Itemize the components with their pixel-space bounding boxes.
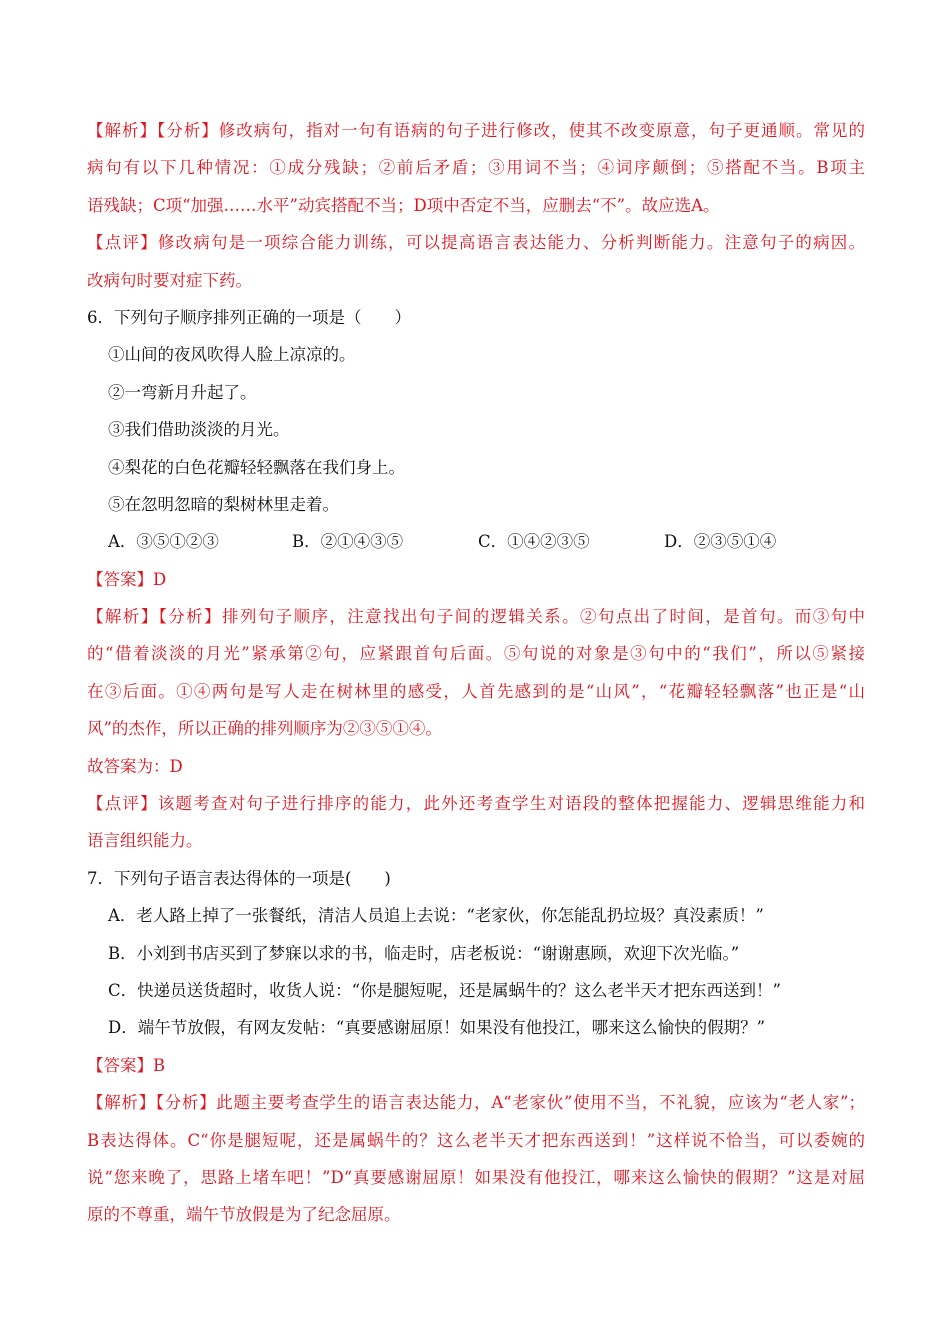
option-c: C．快递员送货超时，收货人说：“你是腿短呢，还是属蜗牛的？这么老半天才把东西送到！” — [108, 980, 781, 1000]
explanation-line: 病句有以下几种情况：①成分残缺；②前后矛盾；③用词不当；④词序颠倒；⑤搭配不当。B项主 — [87, 158, 865, 178]
question-7 — [87, 860, 865, 1234]
answer-label: 【答案】B — [87, 1055, 166, 1075]
option-d: D．端午节放假，有网友发帖：“真要感谢屈原！如果没有他投江，哪来这么愉快的假期？” — [108, 1018, 766, 1038]
explanation-line: 【解析】【分析】排列句子顺序，注意找出句子间的逻辑关系。②句点出了时间，是首句。而③句中 — [87, 607, 865, 627]
explanation-line: 说“您来晚了，思路上堵车吧！”D“真要感谢屈原！如果没有他投江，哪来这么愉快的假期？”这是对屈 — [87, 1167, 865, 1187]
option-d: D．②③⑤①④ — [664, 532, 777, 552]
answer-options — [87, 523, 865, 560]
conclusion-line: 故答案为：D — [87, 756, 183, 776]
q5-explanation — [87, 112, 865, 224]
explanation-line: 原的不尊重，端午节放假是为了纪念屈原。 — [87, 1205, 401, 1225]
explanation-line: 【解析】【分析】此题主要考查学生的语言表达能力，A“老家伙”使用不当，不礼貌，应该为“老人家”； — [87, 1093, 865, 1113]
explanation-line: 语残缺；C项“加强……水平”动宾搭配不当；D项中否定不当，应删去“不”。故应选A。 — [87, 195, 720, 215]
answer-label: 【答案】D — [87, 569, 167, 589]
explanation-line: 风”的杰作，所以正确的排列顺序为②③⑤①④。 — [87, 719, 442, 739]
comment-line: 【点评】修改病句是一项综合能力训练，可以提高语言表达能力、分析判断能力。注意句子的病因。 — [87, 233, 865, 253]
option-b: B．②①④③⑤ — [292, 532, 404, 552]
comment-line: 【点评】该题考查对句子进行排序的能力，此外还考查学生对语段的整体把握能力、逻辑思维能力和 — [87, 794, 865, 814]
explanation-line: 在③后面。①④两句是写人走在树林里的感受，人首先感到的是“山风”，“花瓣轻轻飘落”也正是“山 — [87, 681, 865, 701]
question-stem: 6．下列句子顺序排列正确的一项是（ ） — [87, 307, 411, 327]
sentence-item: ②一弯新月升起了。 — [108, 382, 257, 402]
question-stem: 7．下列句子语言表达得体的一项是( ) — [87, 868, 391, 888]
q5-comment — [87, 224, 865, 299]
sentence-item: ③我们借助淡淡的月光。 — [108, 420, 290, 440]
comment-line: 改病句时要对症下药。 — [87, 270, 252, 290]
option-c: C．①④②③⑤ — [478, 532, 590, 552]
comment-line: 语言组织能力。 — [87, 831, 203, 851]
explanation-line: 的“借着淡淡的月光”紧承第②句，应紧跟首句后面。⑤句说的对象是③句中的“我们”，所以⑤紧接 — [87, 644, 865, 664]
option-a: A．③⑤①②③ — [108, 532, 219, 552]
sentence-item: ⑤在忽明忽暗的梨树林里走着。 — [108, 494, 339, 514]
explanation-line: B表达得体。C“你是腿短呢，还是属蜗牛的？这么老半天才把东西送到！”这样说不恰当，可以委婉的 — [87, 1130, 865, 1150]
option-a: A．老人路上掉了一张餐纸，清洁人员追上去说：“老家伙，你怎能乱扔垃圾？真没素质！” — [108, 906, 764, 926]
sentence-item: ①山间的夜风吹得人脸上凉凉的。 — [108, 345, 356, 365]
option-b: B．小刘到书店买到了梦寐以求的书，临走时，店老板说：“谢谢惠顾，欢迎下次光临。” — [108, 943, 740, 963]
document-content — [87, 112, 865, 1234]
question-6 — [87, 299, 865, 860]
sentence-item: ④梨花的白色花瓣轻轻飘落在我们身上。 — [108, 457, 405, 477]
explanation-line: 【解析】【分析】修改病句，指对一句有语病的句子进行修改，使其不改变原意，句子更通顺。常见的 — [87, 121, 865, 140]
